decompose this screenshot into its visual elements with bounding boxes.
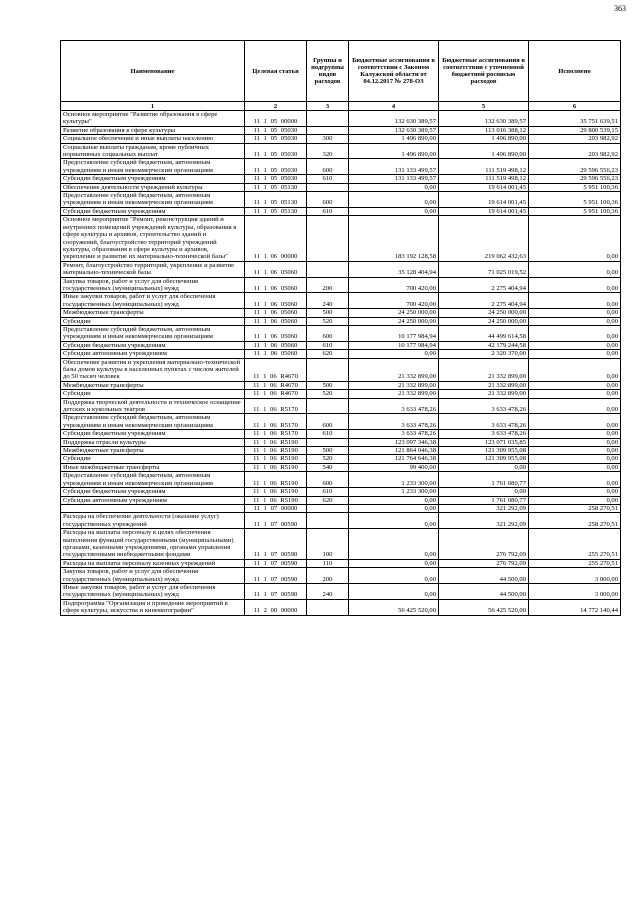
column-number: 2 xyxy=(245,102,307,111)
row-target-article: 11 1 06 R5190 xyxy=(245,438,307,446)
table-row xyxy=(61,159,621,175)
row-appropriations-updated: 21 332 899,00 xyxy=(439,390,529,398)
row-appropriations-law: 0,00 xyxy=(349,529,439,560)
row-target-article: 11 1 05 05130 xyxy=(245,183,307,191)
row-name: Предоставление субсидий бюджетным, автономным учреждениям и иным некоммерческим организациям xyxy=(61,192,245,208)
row-name: Межбюджетные трансферты xyxy=(61,447,245,455)
row-executed: 0,00 xyxy=(529,488,621,496)
row-target-article: 11 1 07 00590 xyxy=(245,513,307,529)
column-number: 1 xyxy=(61,102,245,111)
row-executed: 258 270,51 xyxy=(529,504,621,512)
row-appropriations-law: 3 633 478,26 xyxy=(349,398,439,414)
header-name: Наименование xyxy=(61,41,245,102)
row-name: Субсидии бюджетным учреждениям xyxy=(61,207,245,215)
table-header-row xyxy=(61,41,621,102)
row-executed: 0,00 xyxy=(529,414,621,430)
column-number: 3 xyxy=(307,102,349,111)
row-name: Субсидии бюджетным учреждениям xyxy=(61,430,245,438)
row-name: Межбюджетные трансферты xyxy=(61,381,245,389)
row-appropriations-law: 0,00 xyxy=(349,207,439,215)
row-expense-group: 200 xyxy=(307,568,349,584)
row-target-article: 11 1 06 R5170 xyxy=(245,398,307,414)
row-appropriations-updated: 2 275 404,94 xyxy=(439,293,529,309)
row-executed: 0,00 xyxy=(529,447,621,455)
row-expense-group: 520 xyxy=(307,317,349,325)
row-appropriations-updated: 19 614 001,45 xyxy=(439,183,529,191)
table-row xyxy=(61,350,621,358)
row-executed: 0,00 xyxy=(529,472,621,488)
row-executed: 29 800 539,15 xyxy=(529,126,621,134)
row-appropriations-law: 24 250 000,00 xyxy=(349,317,439,325)
row-appropriations-updated: 132 630 389,57 xyxy=(439,111,529,127)
row-appropriations-updated: 1 496 890,00 xyxy=(439,143,529,159)
row-appropriations-law: 0,00 xyxy=(349,350,439,358)
row-appropriations-updated: 3 633 478,26 xyxy=(439,414,529,430)
table-row xyxy=(61,390,621,398)
table-row xyxy=(61,143,621,159)
row-target-article: 11 1 05 05130 xyxy=(245,192,307,208)
row-appropriations-law: 24 250 000,00 xyxy=(349,309,439,317)
row-executed: 0,00 xyxy=(529,430,621,438)
row-target-article: 11 1 06 R5190 xyxy=(245,496,307,504)
row-executed: 258 270,51 xyxy=(529,513,621,529)
row-executed: 5 951 100,36 xyxy=(529,192,621,208)
row-expense-group: 500 xyxy=(307,381,349,389)
row-name: Субсидии xyxy=(61,390,245,398)
table-row xyxy=(61,430,621,438)
row-appropriations-updated: 44 500,00 xyxy=(439,583,529,599)
row-appropriations-law: 131 133 499,57 xyxy=(349,159,439,175)
row-executed: 5 951 100,36 xyxy=(529,183,621,191)
row-name: Основное мероприятие "Развитие образования в сфере культуры" xyxy=(61,111,245,127)
row-appropriations-updated: 113 016 388,12 xyxy=(439,126,529,134)
row-target-article: 11 1 06 R5190 xyxy=(245,472,307,488)
budget-table xyxy=(60,40,621,616)
table-row xyxy=(61,309,621,317)
table-row xyxy=(61,568,621,584)
row-appropriations-updated: 0,00 xyxy=(439,463,529,471)
row-appropriations-law: 3 633 478,26 xyxy=(349,430,439,438)
row-expense-group xyxy=(307,261,349,277)
row-appropriations-updated: 0,00 xyxy=(439,488,529,496)
row-name: Субсидии бюджетным учреждениям xyxy=(61,488,245,496)
row-appropriations-law: 56 425 520,00 xyxy=(349,599,439,615)
row-target-article: 11 1 06 05060 xyxy=(245,293,307,309)
row-name: Социальное обеспечение и иные выплаты населению xyxy=(61,135,245,143)
row-name: Развитие образования в сфере культуры xyxy=(61,126,245,134)
row-executed: 0,00 xyxy=(529,341,621,349)
row-appropriations-law: 0,00 xyxy=(349,559,439,567)
row-executed: 0,00 xyxy=(529,309,621,317)
column-number: 5 xyxy=(439,102,529,111)
row-target-article: 11 1 06 05060 xyxy=(245,309,307,317)
row-appropriations-law: 0,00 xyxy=(349,496,439,504)
row-executed: 0,00 xyxy=(529,496,621,504)
row-target-article: 11 2 00 00000 xyxy=(245,599,307,615)
row-executed: 35 751 639,51 xyxy=(529,111,621,127)
row-name: Предоставление субсидий бюджетным, автономным учреждениям и иным некоммерческим организациям xyxy=(61,325,245,341)
row-expense-group: 320 xyxy=(307,143,349,159)
row-appropriations-updated: 44 499 614,58 xyxy=(439,325,529,341)
row-appropriations-updated: 42 179 244,58 xyxy=(439,341,529,349)
row-executed: 0,00 xyxy=(529,390,621,398)
row-appropriations-law: 3 633 478,26 xyxy=(349,414,439,430)
row-target-article: 11 1 06 R5190 xyxy=(245,455,307,463)
column-number: 6 xyxy=(529,102,621,111)
page-number: 363 xyxy=(614,4,626,13)
row-target-article: 11 1 06 R5190 xyxy=(245,447,307,455)
table-row xyxy=(61,398,621,414)
row-expense-group xyxy=(307,513,349,529)
row-name: Закупка товаров, работ и услуг для обеспечения государственных (муниципальных) нужд xyxy=(61,277,245,293)
row-name: Межбюджетные трансферты xyxy=(61,309,245,317)
row-target-article: 11 1 07 00000 xyxy=(245,504,307,512)
row-expense-group: 240 xyxy=(307,583,349,599)
row-expense-group: 110 xyxy=(307,559,349,567)
row-expense-group: 540 xyxy=(307,463,349,471)
row-target-article: 11 1 06 R5170 xyxy=(245,414,307,430)
row-executed: 0,00 xyxy=(529,216,621,261)
row-appropriations-law: 1 233 300,00 xyxy=(349,488,439,496)
row-appropriations-updated: 321 292,09 xyxy=(439,513,529,529)
row-expense-group xyxy=(307,438,349,446)
row-appropriations-law: 0,00 xyxy=(349,183,439,191)
row-appropriations-updated: 44 500,00 xyxy=(439,568,529,584)
row-name: Предоставление субсидий бюджетным, автономным учреждениям и иным некоммерческим организациям xyxy=(61,472,245,488)
row-appropriations-updated: 3 633 478,26 xyxy=(439,430,529,438)
row-executed: 29 596 556,23 xyxy=(529,159,621,175)
table-row xyxy=(61,135,621,143)
row-appropriations-updated: 2 275 404,94 xyxy=(439,277,529,293)
row-name: Подпрограмма "Организация и проведение мероприятий в сфере культуры, искусства и кинематографии" xyxy=(61,599,245,615)
row-expense-group xyxy=(307,126,349,134)
row-executed: 0,00 xyxy=(529,358,621,381)
row-name: Субсидии автономным учреждениям xyxy=(61,496,245,504)
row-target-article: 11 1 06 R4670 xyxy=(245,358,307,381)
row-expense-group: 610 xyxy=(307,207,349,215)
row-target-article: 11 1 05 05030 xyxy=(245,143,307,159)
row-appropriations-updated: 1 761 080,77 xyxy=(439,472,529,488)
row-target-article: 11 1 05 05030 xyxy=(245,175,307,183)
row-name: Субсидии бюджетным учреждениям xyxy=(61,341,245,349)
row-expense-group: 520 xyxy=(307,455,349,463)
row-appropriations-updated: 3 633 478,26 xyxy=(439,398,529,414)
row-name: Иные закупки товаров, работ и услуг для обеспечения государственных (муниципальных) нужд xyxy=(61,293,245,309)
row-name: Предоставление субсидий бюджетным, автономным учреждениям и иным некоммерческим организациям xyxy=(61,159,245,175)
row-appropriations-updated: 19 614 001,45 xyxy=(439,192,529,208)
table-row xyxy=(61,175,621,183)
row-target-article: 11 1 05 05030 xyxy=(245,126,307,134)
row-target-article: 11 1 06 R5190 xyxy=(245,463,307,471)
row-appropriations-law: 0,00 xyxy=(349,568,439,584)
table-row xyxy=(61,261,621,277)
row-expense-group: 600 xyxy=(307,472,349,488)
table-row xyxy=(61,529,621,560)
row-name: Расходы на обеспечение деятельности (оказание услуг) государственных учреждений xyxy=(61,513,245,529)
row-appropriations-law: 35 128 404,94 xyxy=(349,261,439,277)
header-expense-group: Группы и подгруппы видов расходов xyxy=(307,41,349,102)
row-name: Предоставление субсидий бюджетным, автономным учреждениям и иным некоммерческим организациям xyxy=(61,414,245,430)
table-row xyxy=(61,183,621,191)
row-expense-group: 610 xyxy=(307,430,349,438)
row-appropriations-updated: 1 761 080,77 xyxy=(439,496,529,504)
row-expense-group: 610 xyxy=(307,488,349,496)
table-row xyxy=(61,438,621,446)
row-appropriations-updated: 219 062 432,63 xyxy=(439,216,529,261)
table-row xyxy=(61,317,621,325)
row-target-article: 11 1 05 05030 xyxy=(245,159,307,175)
row-name: Субсидии бюджетным учреждениям xyxy=(61,175,245,183)
row-name: Расходы на выплаты персоналу в целях обеспечения выполнения функций государственными (муниципальными) органами, казенными учреждениями, органами управления государственными внебюджетными фондами xyxy=(61,529,245,560)
row-expense-group: 620 xyxy=(307,350,349,358)
row-name: Закупка товаров, работ и услуг для обеспечения государственных (муниципальных) нужд xyxy=(61,568,245,584)
row-appropriations-law: 10 177 984,94 xyxy=(349,341,439,349)
row-appropriations-law: 700 420,00 xyxy=(349,277,439,293)
row-appropriations-law: 131 133 499,57 xyxy=(349,175,439,183)
row-expense-group: 600 xyxy=(307,159,349,175)
row-executed: 203 982,92 xyxy=(529,135,621,143)
row-appropriations-law: 0,00 xyxy=(349,504,439,512)
row-executed: 3 000,00 xyxy=(529,568,621,584)
row-appropriations-law: 99 400,00 xyxy=(349,463,439,471)
row-appropriations-updated: 24 250 000,00 xyxy=(439,309,529,317)
row-appropriations-law: 21 332 899,00 xyxy=(349,358,439,381)
row-executed: 0,00 xyxy=(529,350,621,358)
row-expense-group: 610 xyxy=(307,175,349,183)
table-row xyxy=(61,414,621,430)
row-expense-group xyxy=(307,111,349,127)
row-executed: 203 982,92 xyxy=(529,143,621,159)
table-row xyxy=(61,472,621,488)
row-executed: 255 270,51 xyxy=(529,559,621,567)
row-expense-group xyxy=(307,183,349,191)
table-row xyxy=(61,192,621,208)
row-appropriations-law: 10 177 984,94 xyxy=(349,325,439,341)
header-target-article: Целевая статья xyxy=(245,41,307,102)
row-appropriations-law: 121 864 046,38 xyxy=(349,447,439,455)
row-name: Субсидии xyxy=(61,317,245,325)
row-appropriations-law: 1 233 300,00 xyxy=(349,472,439,488)
row-name: Основное мероприятие "Ремонт, реконструкция зданий и внутренних помещений учреждений культуры, образования в сфере культуры и архивов, строительство зданий и сооружений, благоустройство территорий учреждений культуры, образования в сфере культуры и архивов, укрепление и развитие их материально-технической базы" xyxy=(61,216,245,261)
table-row xyxy=(61,583,621,599)
row-appropriations-law: 1 496 890,00 xyxy=(349,143,439,159)
table-row xyxy=(61,488,621,496)
header-executed: Исполнено xyxy=(529,41,621,102)
row-appropriations-law: 0,00 xyxy=(349,513,439,529)
table-row xyxy=(61,599,621,615)
row-target-article: 11 1 06 R4670 xyxy=(245,390,307,398)
row-appropriations-law: 21 332 899,00 xyxy=(349,390,439,398)
row-target-article: 11 1 06 05060 xyxy=(245,325,307,341)
row-executed: 0,00 xyxy=(529,261,621,277)
row-executed: 14 772 140,44 xyxy=(529,599,621,615)
row-executed: 0,00 xyxy=(529,293,621,309)
table-row xyxy=(61,447,621,455)
row-appropriations-law: 1 496 890,00 xyxy=(349,135,439,143)
row-name: Поддержка отрасли культуры xyxy=(61,438,245,446)
row-target-article: 11 1 06 R4670 xyxy=(245,381,307,389)
row-expense-group xyxy=(307,599,349,615)
row-expense-group: 610 xyxy=(307,341,349,349)
row-expense-group: 620 xyxy=(307,496,349,504)
row-expense-group: 600 xyxy=(307,414,349,430)
row-appropriations-law: 183 192 128,58 xyxy=(349,216,439,261)
row-name: Иные закупки товаров, работ и услуг для обеспечения государственных (муниципальных) нужд xyxy=(61,583,245,599)
row-appropriations-updated: 21 332 899,00 xyxy=(439,358,529,381)
row-appropriations-updated: 276 792,09 xyxy=(439,529,529,560)
row-target-article: 11 1 06 05060 xyxy=(245,261,307,277)
row-target-article: 11 1 05 05130 xyxy=(245,207,307,215)
row-appropriations-law: 132 630 389,57 xyxy=(349,111,439,127)
header-appropriations-updated: Бюджетные ассигнования в соответствии с уточненной бюджетной росписью расходов xyxy=(439,41,529,102)
table-row xyxy=(61,455,621,463)
row-expense-group xyxy=(307,216,349,261)
row-appropriations-updated: 71 025 019,52 xyxy=(439,261,529,277)
table-row xyxy=(61,381,621,389)
row-target-article: 11 1 07 00590 xyxy=(245,568,307,584)
table-row xyxy=(61,216,621,261)
table-row xyxy=(61,504,621,512)
row-appropriations-updated: 56 425 520,00 xyxy=(439,599,529,615)
row-name: Социальные выплаты гражданам, кроме публичных нормативных социальных выплат xyxy=(61,143,245,159)
row-executed: 5 951 100,36 xyxy=(529,207,621,215)
row-target-article: 11 1 07 00590 xyxy=(245,529,307,560)
row-name: Иные межбюджетные трансферты xyxy=(61,463,245,471)
row-appropriations-updated: 121 309 955,08 xyxy=(439,455,529,463)
row-name: Ремонт, благоустройство территорий, укрепление и развитие материально-технической базы xyxy=(61,261,245,277)
row-target-article: 11 1 06 05060 xyxy=(245,350,307,358)
row-expense-group xyxy=(307,504,349,512)
row-name xyxy=(61,504,245,512)
row-expense-group: 600 xyxy=(307,325,349,341)
row-executed: 0,00 xyxy=(529,325,621,341)
row-appropriations-updated: 276 792,09 xyxy=(439,559,529,567)
table-row xyxy=(61,293,621,309)
table-row xyxy=(61,463,621,471)
table-row xyxy=(61,358,621,381)
column-number-row xyxy=(61,102,621,111)
row-executed: 0,00 xyxy=(529,455,621,463)
row-expense-group: 500 xyxy=(307,309,349,317)
table-row xyxy=(61,111,621,127)
table-row xyxy=(61,126,621,134)
row-target-article: 11 1 05 00000 xyxy=(245,111,307,127)
row-appropriations-updated: 121 309 955,08 xyxy=(439,447,529,455)
row-target-article: 11 1 07 00590 xyxy=(245,559,307,567)
row-appropriations-updated: 321 292,09 xyxy=(439,504,529,512)
row-executed: 0,00 xyxy=(529,317,621,325)
row-appropriations-law: 21 332 899,00 xyxy=(349,381,439,389)
row-name: Обеспечение развития и укрепления материально-технической базы домов культуры в населенных пунктах с числом жителей до 50 тысяч человек xyxy=(61,358,245,381)
row-expense-group: 500 xyxy=(307,447,349,455)
row-expense-group: 600 xyxy=(307,192,349,208)
row-name: Расходы на выплаты персоналу казенных учреждений xyxy=(61,559,245,567)
row-expense-group xyxy=(307,358,349,381)
row-appropriations-updated: 111 519 498,12 xyxy=(439,175,529,183)
table-row xyxy=(61,496,621,504)
row-name: Обеспечение деятельности учреждений культуры xyxy=(61,183,245,191)
row-executed: 3 000,00 xyxy=(529,583,621,599)
row-appropriations-updated: 1 496 890,00 xyxy=(439,135,529,143)
row-name: Субсидии xyxy=(61,455,245,463)
table-row xyxy=(61,341,621,349)
column-number: 4 xyxy=(349,102,439,111)
row-target-article: 11 1 06 05060 xyxy=(245,317,307,325)
row-appropriations-updated: 19 614 001,45 xyxy=(439,207,529,215)
row-appropriations-updated: 111 519 498,12 xyxy=(439,159,529,175)
row-appropriations-law: 121 764 646,38 xyxy=(349,455,439,463)
row-target-article: 11 1 06 00000 xyxy=(245,216,307,261)
row-target-article: 11 1 07 00590 xyxy=(245,583,307,599)
row-target-article: 11 1 05 05030 xyxy=(245,135,307,143)
row-appropriations-law: 123 097 346,38 xyxy=(349,438,439,446)
row-appropriations-law: 132 630 389,57 xyxy=(349,126,439,134)
row-appropriations-law: 700 420,00 xyxy=(349,293,439,309)
row-executed: 0,00 xyxy=(529,438,621,446)
row-executed: 0,00 xyxy=(529,381,621,389)
table-row xyxy=(61,207,621,215)
row-appropriations-updated: 21 332 899,00 xyxy=(439,381,529,389)
row-expense-group: 200 xyxy=(307,277,349,293)
row-expense-group: 240 xyxy=(307,293,349,309)
table-row xyxy=(61,277,621,293)
row-target-article: 11 1 06 05060 xyxy=(245,277,307,293)
row-executed: 255 270,51 xyxy=(529,529,621,560)
header-appropriations-law: Бюджетные ассигнования в соответствии с Законом Калужской области от 04.12.2017 № 278-ОЗ xyxy=(349,41,439,102)
row-executed: 0,00 xyxy=(529,463,621,471)
row-expense-group: 300 xyxy=(307,135,349,143)
table-row xyxy=(61,325,621,341)
table-row xyxy=(61,559,621,567)
row-executed: 29 596 556,23 xyxy=(529,175,621,183)
table-row xyxy=(61,513,621,529)
row-appropriations-law: 0,00 xyxy=(349,192,439,208)
row-appropriations-updated: 123 071 035,85 xyxy=(439,438,529,446)
row-name: Поддержка творческой деятельности и техническое оснащение детских и кукольных театров xyxy=(61,398,245,414)
row-expense-group: 520 xyxy=(307,390,349,398)
row-appropriations-law: 0,00 xyxy=(349,583,439,599)
row-target-article: 11 1 06 R5190 xyxy=(245,488,307,496)
row-expense-group: 100 xyxy=(307,529,349,560)
row-target-article: 11 1 06 05060 xyxy=(245,341,307,349)
row-appropriations-updated: 2 320 370,00 xyxy=(439,350,529,358)
row-executed: 0,00 xyxy=(529,398,621,414)
row-appropriations-updated: 24 250 000,00 xyxy=(439,317,529,325)
row-name: Субсидии автономным учреждениям xyxy=(61,350,245,358)
row-executed: 0,00 xyxy=(529,277,621,293)
row-target-article: 11 1 06 R5170 xyxy=(245,430,307,438)
row-expense-group xyxy=(307,398,349,414)
